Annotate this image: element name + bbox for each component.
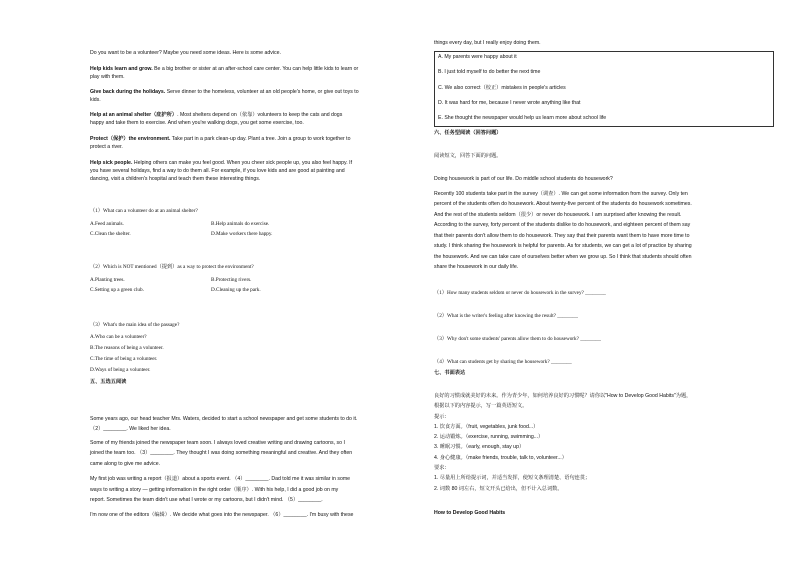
writing-line-5: 2. 运动锻炼。（exercise, running, swimming...） [434, 434, 544, 440]
question-3: （3）What's the main idea of the passage? [90, 322, 180, 328]
reading-line-6: study. I think sharing the housework is helpful for parents. As for students, we can get a lot of practice by sharing [434, 243, 692, 249]
q2-option-a: A.Planting trees. [90, 277, 125, 283]
section-6-heading: 六、任务型阅读（回答问题） [434, 130, 502, 136]
para-kids-text: Be a big brother or sister at an after-school care center. You can help little kids to learn or [152, 66, 359, 72]
section-6-instruction: 阅读短文，回答下面的问题。 [434, 153, 502, 159]
para-kids-title: Help kids learn and grow. [90, 66, 153, 72]
section-5-heading: 五、五选五阅读 [90, 379, 127, 385]
para-holidays-title: Give back during the holidays. [90, 89, 166, 95]
q3-option-b: B.The reasons of being a volunteer. [90, 345, 164, 351]
question-2: （2）Which is NOT mentioned（提到）as a way to protect the environment? [90, 264, 254, 270]
s5-line-6: My first job was writing a report（报道）about a sports event. （4）________. Dad told me it was similar in some [90, 476, 351, 482]
para-animal-text: . Most shelters depend on（依靠）volunteers to keep the cats and dogs [177, 112, 343, 118]
writing-line-6: 3. 睡眠习惯。（early, enough, stay up） [434, 444, 525, 450]
task-question-2: （2）What is the writer's feeling after knowing the result? ________ [434, 313, 578, 319]
writing-line-1: 良好的习惯成就美好的未来。作为青少年，如何培养良好的习惯呢？请你以"How to Develop Good Habits"为题， [434, 393, 692, 399]
s5-line-2: （2）________. We liked her idea. [90, 426, 171, 432]
para-holidays-text: Serve dinner to the homeless, volunteer at an old people's home, or give out toys to [165, 89, 359, 95]
option-d: D. It was hard for me, because I never wrote anything like that [438, 100, 581, 106]
s5-line-4: joined the team too. （3）________. They thought I was doing something meaningful and creative. And they often [90, 450, 353, 456]
para-kids-line2: play with them. [90, 74, 125, 80]
para-animal-title: Help at an animal shelter（庇护所） [90, 112, 178, 118]
s5-line-8: report. Sometimes the team didn't use what I wrote or my cartoons, but I didn't mind. （5）________. [90, 497, 323, 503]
q2-option-d: D.Cleaning up the park. [211, 287, 261, 293]
para-animal [90, 112, 342, 119]
reading-intro: Doing housework is part of our life. Do middle school students do housework? [434, 176, 613, 182]
para-sick-line2: you have several holidays, find a way to do them all. For example, if you love kids and are good at painting and [90, 168, 345, 174]
para-environment-line2: protect a river. [90, 144, 123, 150]
task-question-3: （3）Why don't some students' parents allow them to do housework? ________ [434, 336, 601, 342]
para-holidays-line2: kids. [90, 97, 101, 103]
writing-line-7: 4. 身心健康。（make friends, trouble, talk to, volunteer...） [434, 455, 567, 461]
para-animal-line2: happy and take them to exercise. And when you're walking dogs, you get some exercise, too. [90, 120, 304, 126]
section-7-heading: 七、书面表达 [434, 370, 466, 376]
s5-line-3: Some of my friends joined the newspaper team soon. I always loved creative writing and drawing cartoons, so I [90, 440, 345, 446]
s5-line-7: ways to writing a story — getting information in the right order（顺序）. With his help, I did a good job on my [90, 487, 339, 493]
q2-option-c: C.Setting up a green club. [90, 287, 144, 293]
writing-line-9: 1. 尽量用上所给提示词，并适当发挥，使短文条理清楚、语句连贯； [434, 475, 591, 481]
para-environment-text: Take part in a park clean-up day. Plant a tree. Join a group to work together to [170, 136, 351, 142]
reading-line-8: share the housework in our daily life. [434, 264, 519, 270]
para-environment-title: Protect（保护）the environment. [90, 136, 171, 142]
writing-title: How to Develop Good Habits [434, 510, 506, 516]
reading-line-2: percent of the students often do housework. About twenty-five percent of the students do housework sometimes. [434, 201, 692, 207]
task-question-1: （1）How many students seldom or never do housework in the survey? ________ [434, 290, 606, 296]
q2-option-b: B.Protecting rivers. [211, 277, 252, 283]
q1-option-b: B.Help animals do exercise. [211, 221, 270, 227]
reading-line-3: And the rest of the students seldom（很少）or never do housework. I am surprised after knowing the result. [434, 212, 682, 218]
writing-line-8: 要求： [434, 465, 450, 471]
para-sick-title: Help sick people. [90, 160, 133, 166]
task-question-4: （4）What can students get by sharing the housework? ________ [434, 359, 572, 365]
para-holidays [90, 89, 359, 96]
q1-option-d: D.Make workers there happy. [211, 231, 273, 237]
para-environment [90, 136, 350, 143]
reading-line-5: that their parents don't allow them to do housework. They say that their parents want them to have more time to [434, 233, 690, 239]
q3-option-d: D.Ways of being a volunteer. [90, 367, 151, 373]
q1-option-c: C.Clean the shelter. [90, 231, 131, 237]
writing-line-2: 根据以下的内容提示，写一篇英语短文。 [434, 403, 528, 409]
s5-line-1: Some years ago, our head teacher Mrs. Waters, decided to start a school newspaper and get some students to do it. [90, 416, 358, 422]
option-e: E. She thought the newspaper would help us learn more about school life [438, 115, 607, 121]
options-box [434, 51, 774, 127]
intro-text: Do you want to be a volunteer? Maybe you need some ideas. Here is some advice. [90, 50, 281, 56]
q3-option-a: A.Who can be a volunteer? [90, 334, 147, 340]
reading-line-1: Recently 100 students take part in the survey（调查）. We can get some information from the survey. Only ten [434, 191, 688, 197]
option-a: A. My parents were happy about it [438, 54, 517, 60]
para-sick-text: Helping others can make you feel good. When you cheer sick people up, you also feel happy. If [132, 160, 353, 166]
writing-line-4: 1. 饮食方面。（fruit, vegetables, junk food...） [434, 424, 539, 430]
continuation-text: things every day, but I really enjoy doing them. [434, 40, 541, 46]
para-sick-line3: dancing, visit a children's hospital and teach them these interesting things. [90, 176, 261, 182]
option-c: C. We also correct（校正）mistakes in people's articles [438, 85, 566, 91]
option-b: B. I just told myself to do better the next time [438, 69, 541, 75]
q3-option-c: C.The time of being a volunteer. [90, 356, 158, 362]
reading-line-4: According to the survey, forty percent of the students dislike to do housework, and eighteen percent of them say [434, 222, 691, 228]
s5-line-5: came along to give me advice. [90, 461, 161, 467]
s5-line-9: I'm now one of the editors（编辑）. We decide what goes into the newspaper. （6）________. I'm busy with these [90, 512, 354, 518]
para-sick [90, 160, 352, 167]
para-kids [90, 66, 358, 73]
q1-option-a: A.Feed animals. [90, 221, 124, 227]
reading-line-7: the housework. And we can take care of ourselves better when we grow up. So I think that students should often [434, 254, 692, 260]
writing-line-10: 2. 词数 80 词左右，短文开头已给出，但不计入总词数。 [434, 486, 563, 492]
question-1: （1）What can a volunteer do at an animal shelter? [90, 208, 198, 214]
writing-line-3: 提示： [434, 414, 450, 420]
